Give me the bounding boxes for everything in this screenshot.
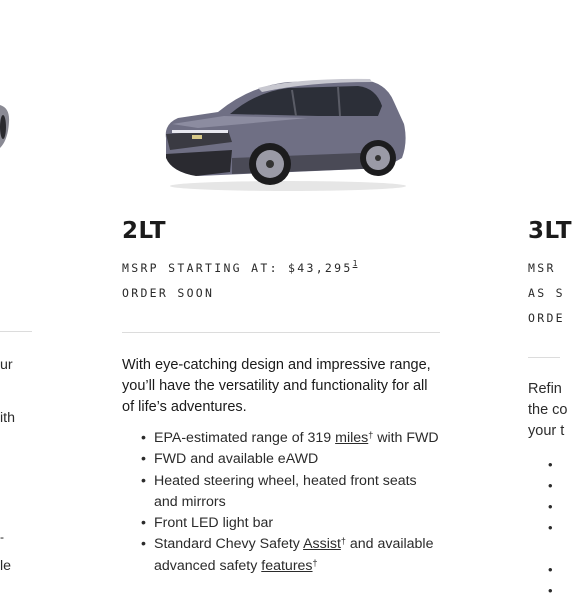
bullet-dot-icon: • [548,499,553,514]
bullet-dot-icon: • [141,536,146,553]
left-vehicle-image [0,100,16,160]
msrp-price [122,261,357,275]
footnote-mark: † [312,557,318,568]
right-desc-fragment: Refin [528,381,562,397]
left-text-fragment: le [0,558,12,574]
bullet-dot-icon: • [141,451,146,468]
bullet-dot-icon: • [141,472,146,489]
right-status-fragment: ORDE [528,311,565,325]
footnote-mark: † [340,536,346,547]
right-divider [528,357,560,358]
bullet-dot-icon: • [141,430,146,446]
bullet-dot-icon: • [548,478,553,493]
right-trim-title: 3LT [528,218,572,244]
safety-assist-link[interactable]: Assist [303,536,341,553]
bullet-dot-icon: • [141,515,146,532]
feature-item: • Heated steering wheel, heated front seats and mirrors [141,472,417,510]
left-bullet-fragment: - [0,530,4,544]
order-status: ORDER SOON [122,286,215,300]
feature-item: • Front LED light bar [154,513,440,534]
msrp-label: MSRP STARTING AT: $43,295 [122,261,353,275]
left-text-fragment: ur [0,357,13,373]
feature-item: • Standard Chevy Safety Assist† and available advanced safety features† [141,536,434,574]
msrp-footnote-link[interactable]: 1 [352,259,358,268]
bullet-dot-icon: • [548,562,553,577]
right-price-fragment: AS S [528,286,565,300]
bullet-dot-icon: • [548,583,553,598]
feature-list [141,428,440,577]
feature-item: • FWD and available eAWD [154,449,440,470]
footnote-mark: † [368,430,374,440]
center-divider [122,332,440,333]
miles-disclaimer-link[interactable]: miles [335,430,369,446]
left-divider [0,331,32,332]
left-text-fragment: ith [0,410,15,426]
right-desc-fragment: your t [528,423,565,439]
trim-title: 2LT [122,218,167,244]
safety-features-link[interactable]: features [261,557,313,574]
bullet-dot-icon: • [548,457,553,472]
trim-description: With eye-catching design and impressive range, you’ll have the versatility and functionality for all of life’s adventures. [122,357,431,415]
feature-item: • EPA-estimated range of 319 miles† with FWD [154,428,440,449]
bullet-dot-icon: • [548,520,553,535]
right-msrp-fragment: MSR [528,261,556,275]
right-desc-fragment: the co [528,402,568,418]
vehicle-image [158,72,410,192]
